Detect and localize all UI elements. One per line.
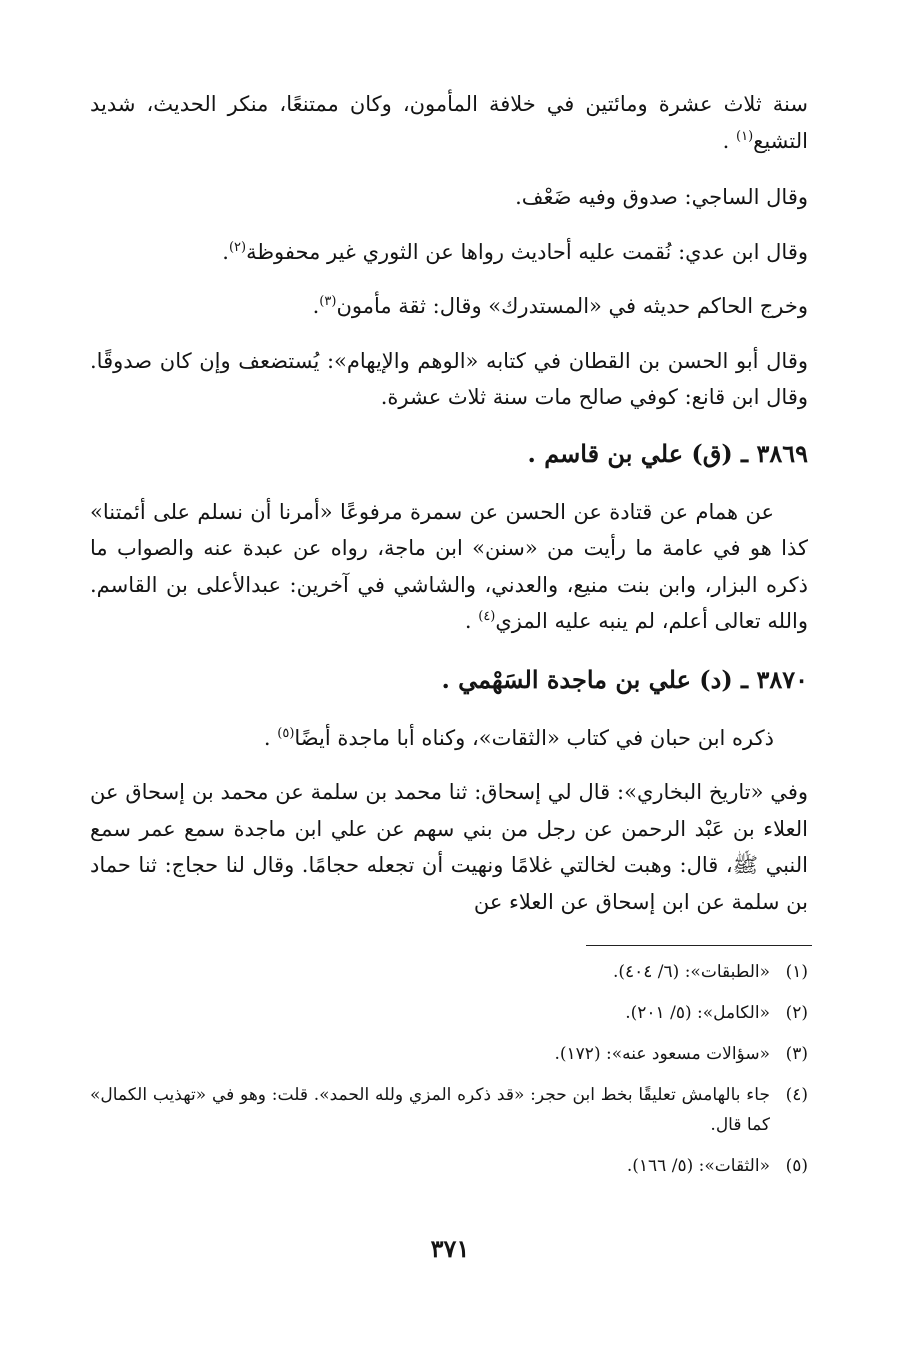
paragraph	[90, 86, 808, 159]
entry-heading: ٣٨٧٠ ـ (د) علي بن ماجدة السَهْمي .	[441, 664, 808, 694]
footnote-text: «الثقات»: (٥/ ١٦٦).	[626, 1156, 770, 1176]
paragraph-end: .	[222, 239, 229, 264]
footnote-text: «الكامل»: (٥/ ٢٠١).	[625, 1003, 770, 1023]
main-text	[90, 86, 808, 920]
page-number: ٣٧١	[430, 1234, 470, 1263]
footnote-number: (٣)	[785, 1044, 808, 1064]
paragraph	[90, 343, 808, 416]
footnote-ref: (٣)	[319, 294, 337, 309]
paragraph	[90, 179, 808, 216]
paragraph-text: وفي «تاريخ البخاري»: قال لي إسحاق: ثنا محمد بن سلمة عن محمد بن إسحاق عن العلاء بن عَبْد الرحمن عن رجل من بني سهم عن علي ابن ماجدة سمع عمر سمع النبي ﷺ، قال: وهبت لخالتي غلامًا ونهيت أن تجعله حجامًا. وقال لنا حجاج: ثنا حماد بن سلمة عن ابن إسحاق عن العلاء عن	[90, 780, 808, 914]
paragraph-text: وقال أبو الحسن بن القطان في كتابه «الوهم والإيهام»: يُستضعف وإن كان صدوقًا. وقال ابن قانع: كوفي صالح مات سنة ثلاث عشرة.	[90, 348, 808, 409]
footnote-text: «سؤالات مسعود عنه»: (١٧٢).	[554, 1044, 770, 1064]
entry-heading: ٣٨٦٩ ـ (ق) علي بن قاسم .	[527, 438, 808, 468]
paragraph-text: وقال ابن عدي: نُقمت عليه أحاديث رواها عن الثوري غير محفوظة	[246, 239, 808, 264]
paragraph	[90, 288, 808, 325]
footnote-text: «الطبقات»: (٦/ ٤٠٤).	[612, 962, 770, 982]
paragraph-end: .	[263, 725, 271, 750]
paragraph	[90, 774, 808, 920]
paragraph-text: وقال الساجي: صدوق وفيه ضَعْف.	[515, 185, 808, 209]
footnote-number: (٤)	[785, 1085, 808, 1105]
footnote	[90, 1151, 808, 1181]
footnote-separator	[586, 945, 812, 946]
footnote	[90, 998, 808, 1028]
paragraph-text: سنة ثلاث عشرة ومائتين في خلافة المأمون، وكان ممتنعًا، منكر الحديث، شديد التشيع	[90, 92, 808, 153]
footnote-ref: (١)	[736, 128, 754, 144]
paragraph-text: عن همام عن قتادة عن الحسن عن سمرة مرفوعًا «أمرنا أن نسلم على أئمتنا» كذا هو في عامة ما رأيت من «سنن» ابن ماجة، رواه عن عبدة عنه والصواب ما ذكره البزار، وابن بنت منيع، والعدني، والشاشي في آخرين: عبدالأعلى بن القاسم. والله تعالى أعلم، لم ينبه عليه المزي	[90, 499, 808, 633]
paragraph-end: .	[464, 609, 472, 633]
paragraph	[90, 494, 808, 640]
footnotes	[90, 957, 808, 1192]
footnote-ref: (٤)	[478, 609, 496, 624]
footnote-number: (٢)	[785, 1003, 808, 1023]
footnote-number: (١)	[785, 962, 808, 982]
footnote-ref: (٥)	[277, 725, 295, 741]
paragraph-text: ذكره ابن حبان في كتاب «الثقات»، وكناه أبا ماجدة أيضًا	[294, 725, 774, 750]
footnote-ref: (٢)	[228, 239, 247, 255]
paragraph-end: .	[312, 294, 320, 318]
footnote-number: (٥)	[785, 1156, 808, 1176]
footnote	[90, 1039, 808, 1069]
paragraph	[90, 234, 808, 271]
footnote	[90, 1080, 808, 1140]
footnote-text: جاء بالهامش تعليقًا بخط ابن حجر: «قد ذكره المزي ولله الحمد». قلت: وهو في «تهذيب الكمال» كما قال.	[90, 1085, 770, 1135]
paragraph-end: .	[722, 128, 730, 153]
paragraph	[90, 720, 808, 757]
footnote	[90, 957, 808, 987]
paragraph-text: وخرج الحاكم حديثه في «المستدرك» وقال: ثقة مأمون	[336, 294, 808, 318]
